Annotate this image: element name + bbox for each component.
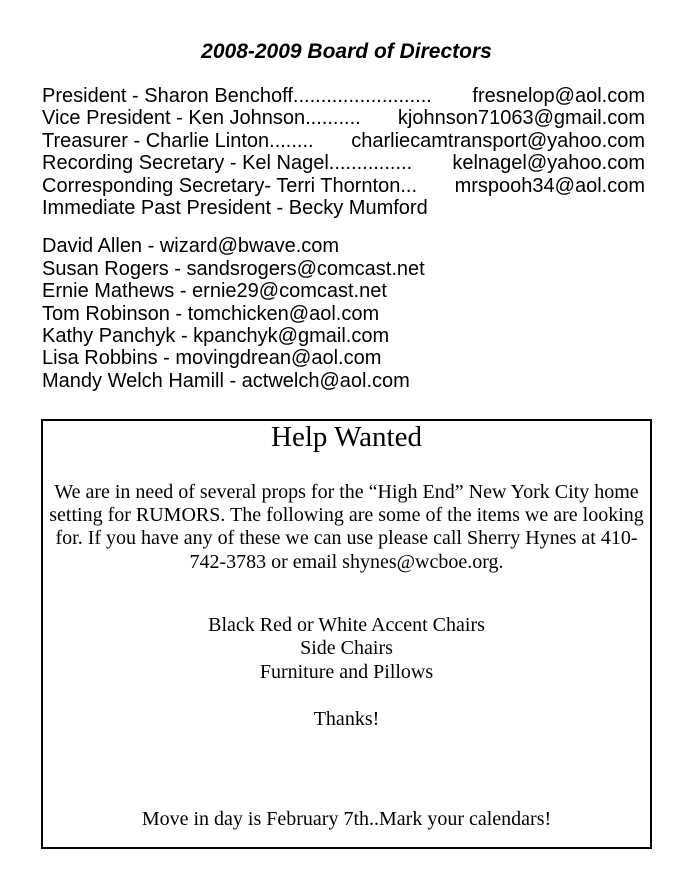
help-wanted-thanks: Thanks!	[313, 708, 380, 731]
member-row: Kathy Panchyk - kpanchyk@gmail.com	[42, 325, 390, 348]
help-wanted-paragraph: We are in need of several props for the “High End” New York City home setting for RUMORS. The following are some of the items we are looking for. If you have any of these we can use please call Sherry Hynes at 410-742-3783 or email shynes@wcboe.org.	[49, 481, 644, 573]
officer-email: kelnagel@yahoo.com	[452, 152, 645, 175]
dot-leader: ........	[269, 129, 314, 152]
officer-role-name: Vice President - Ken Johnson..........	[42, 107, 361, 130]
move-in-day-note: Move in day is February 7th..Mark your calendars!	[141, 807, 552, 830]
officer-row-past-president	[42, 197, 645, 219]
officer-email: fresnelop@aol.com	[472, 85, 645, 107]
help-wanted-item: Furniture and Pillows	[259, 660, 434, 683]
board-members-list	[42, 235, 645, 392]
officer-role-name: Recording Secretary - Kel Nagel...............	[42, 152, 413, 175]
dot-leader: ...	[400, 174, 417, 197]
officer-row-corresponding-secretary	[42, 175, 645, 197]
officer-role-name: President - Sharon Benchoff.........................	[42, 85, 432, 107]
help-wanted-items	[43, 614, 650, 685]
officer-email: kjohnson71063@gmail.com	[397, 107, 645, 130]
member-row: Ernie Mathews - ernie29@comcast.net	[42, 280, 387, 303]
dot-leader: ...............	[328, 152, 413, 175]
dot-leader: .........................	[292, 85, 432, 107]
member-row: Susan Rogers - sandsrogers@comcast.net	[42, 257, 425, 280]
member-row: Lisa Robbins - movingdrean@aol.com	[42, 347, 382, 370]
officer-email: mrspooh34@aol.com	[454, 174, 645, 197]
help-wanted-heading: Help Wanted	[271, 421, 422, 453]
officer-role-name: Treasurer - Charlie Linton........	[42, 129, 314, 152]
page-title: 2008-2009 Board of Directors	[201, 40, 492, 63]
help-wanted-item: Side Chairs	[300, 637, 393, 660]
help-wanted-box	[41, 419, 652, 849]
dot-leader: ..........	[305, 107, 361, 130]
member-row: Tom Robinson - tomchicken@aol.com	[42, 302, 380, 325]
board-officers-list	[42, 85, 645, 219]
help-wanted-item: Black Red or White Accent Chairs	[208, 613, 485, 636]
officer-row-treasurer	[42, 130, 645, 152]
member-row: David Allen - wizard@bwave.com	[42, 235, 340, 258]
officer-row-vice-president	[42, 107, 645, 129]
officer-row-recording-secretary	[42, 152, 645, 174]
officer-row-president	[42, 85, 645, 107]
member-row: Mandy Welch Hamill - actwelch@aol.com	[42, 369, 410, 392]
officer-role-name: Corresponding Secretary- Terri Thornton...	[42, 174, 417, 197]
officer-email: charliecamtransport@yahoo.com	[351, 129, 645, 152]
officer-role-name: Immediate Past President - Becky Mumford	[42, 197, 428, 220]
